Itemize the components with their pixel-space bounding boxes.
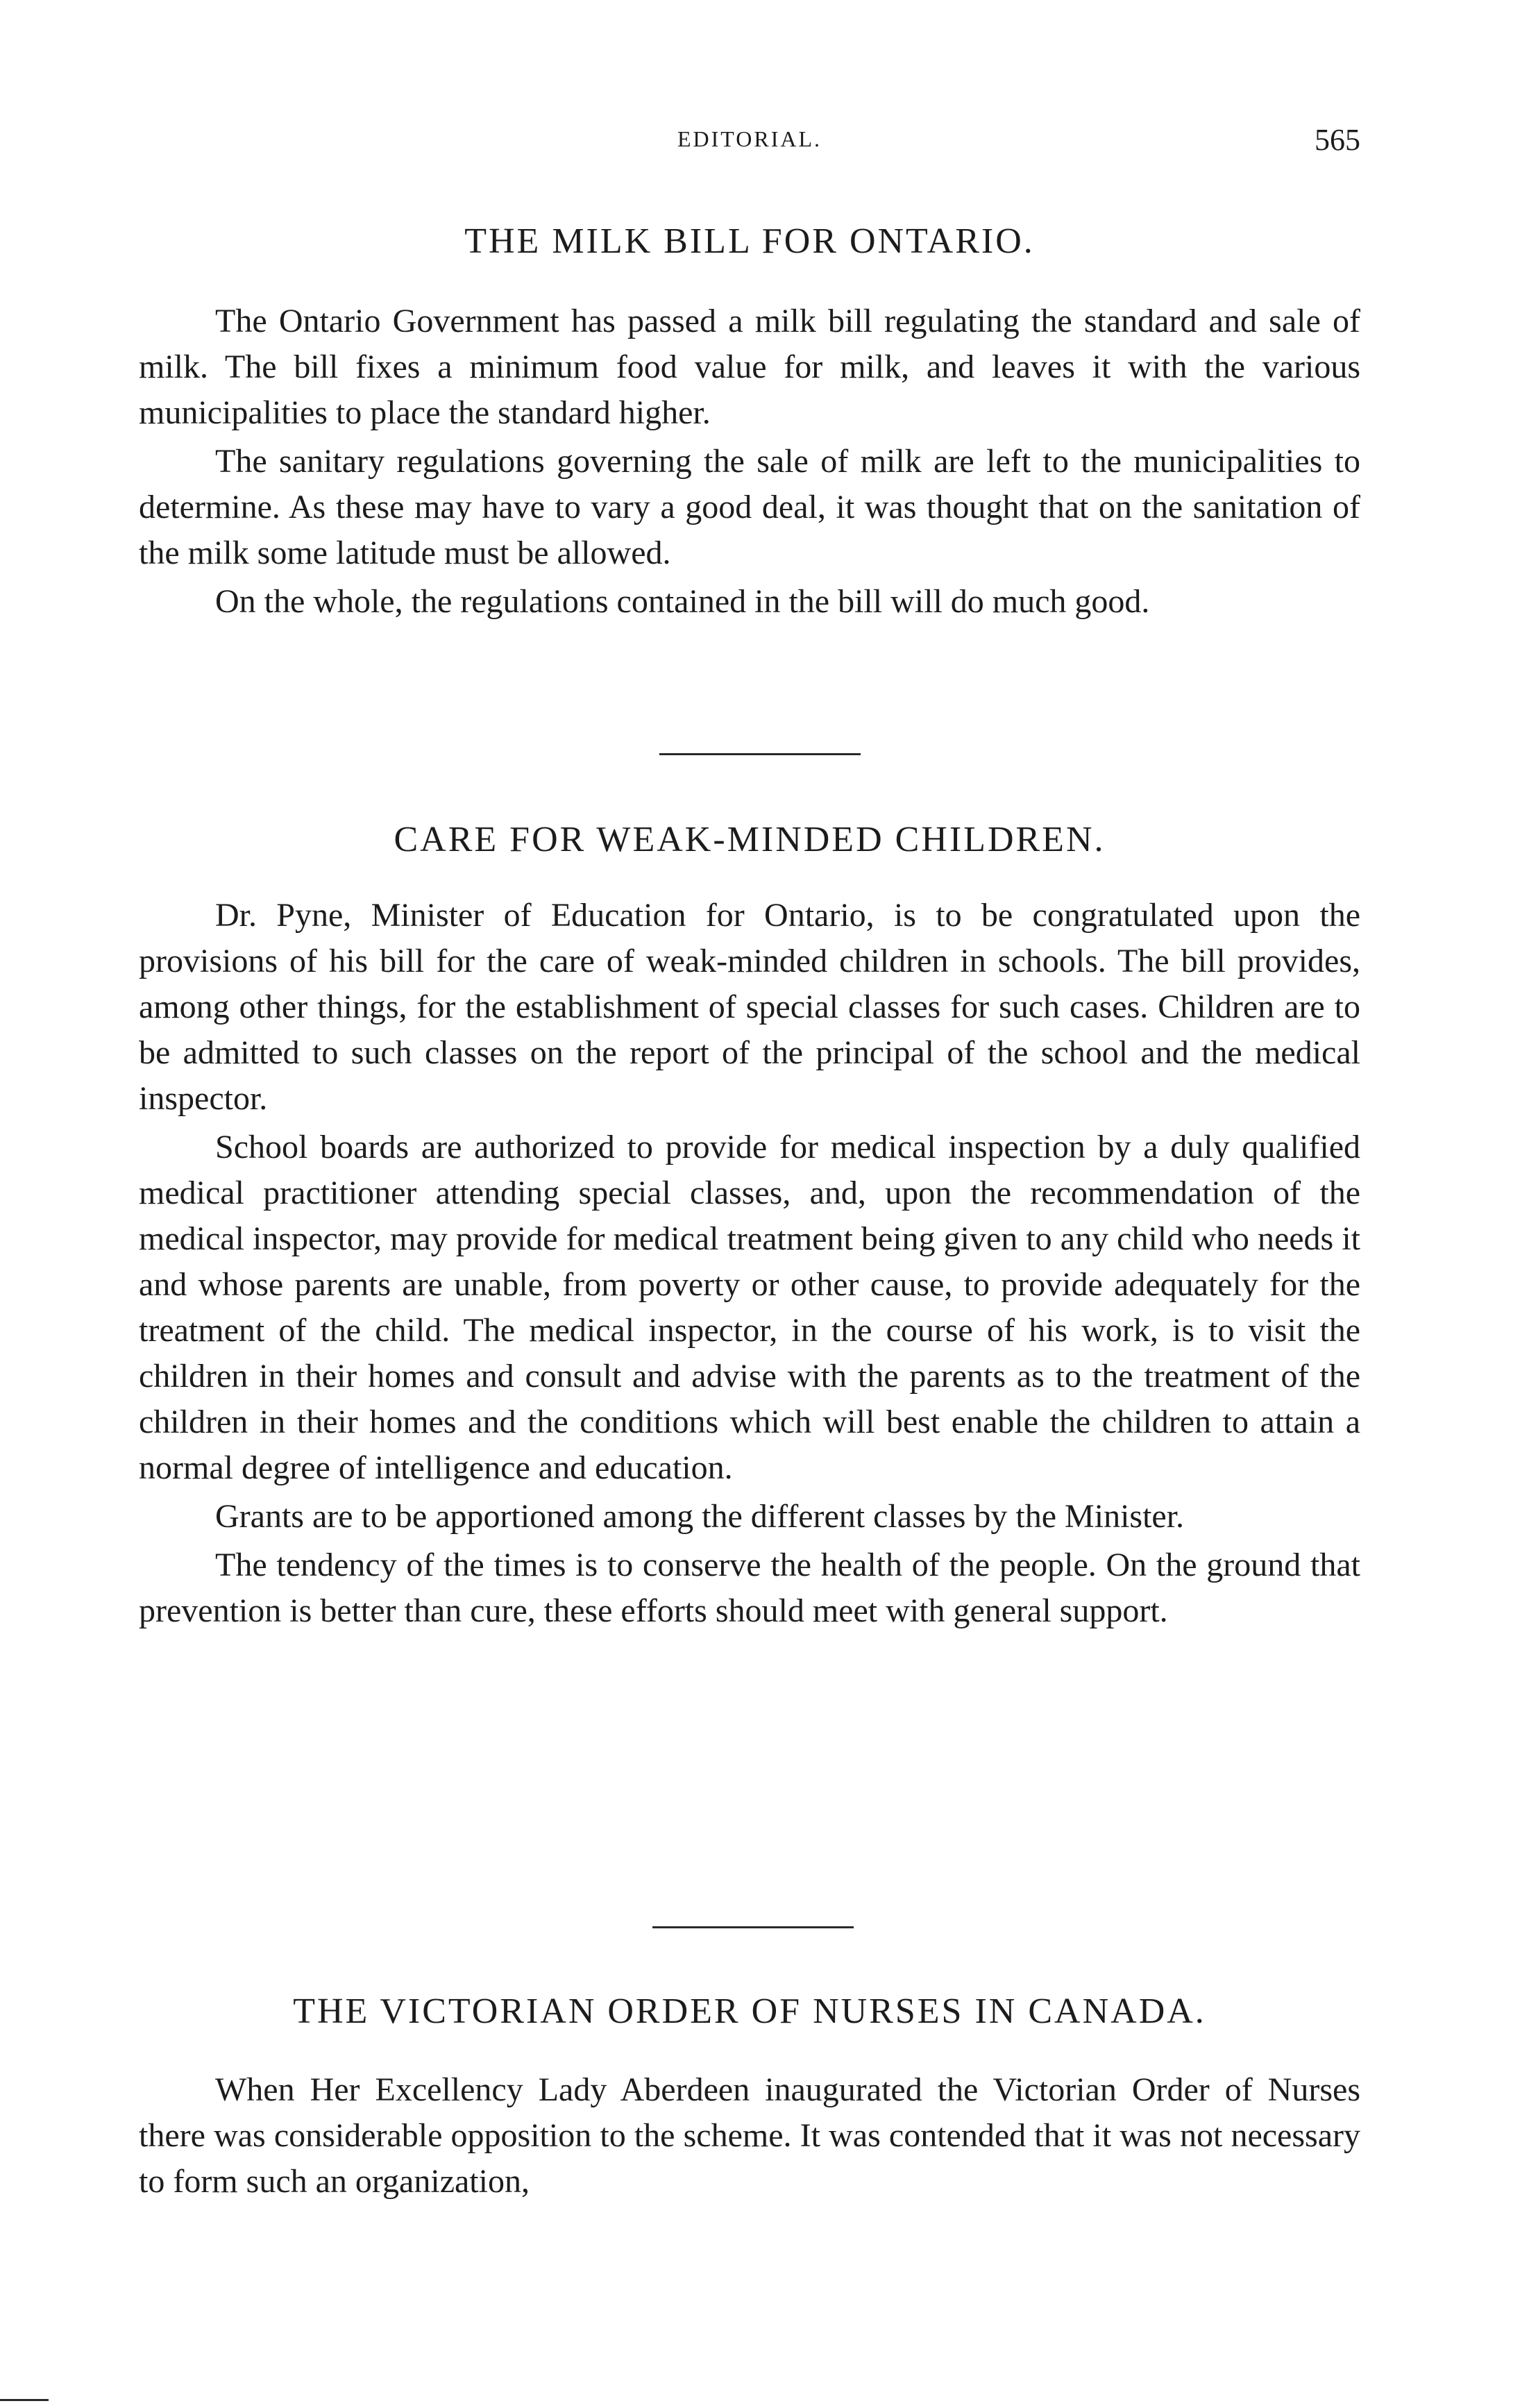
section-victorian-order: [139, 1991, 1360, 2032]
section-heading: THE MILK BILL FOR ONTARIO.: [464, 221, 1035, 261]
section-divider: [652, 1926, 854, 1928]
paragraph: The sanitary regulations governing the sale of milk are left to the municipalities to determine. As these may have to vary a good deal, it was thought that on the sanitation of the milk some latitude must be allowed.: [139, 443, 1360, 571]
section-divider: [659, 753, 861, 755]
paragraph: The tendency of the times is to conserve the health of the people. On the ground that prevention is better than cure, these efforts should meet with general support.: [139, 1547, 1360, 1629]
edge-mark: [0, 2399, 49, 2401]
paragraph: School boards are authorized to provide for medical inspection by a duly qualified medical practitioner attending special classes, and, upon the recommendation of the medical inspector, may provide for medical treatment being given to any child who needs it and whose parents are unable, from poverty or other cause, to provide adequately for the treatment of the child. The medical inspector, in the course of his work, is to visit the children in their homes and consult and advise with the parents as to the treatment of the children in their homes and the conditions which will best enable the children to attain a normal degree of intelligence and education.: [139, 1129, 1360, 1486]
section-heading: CARE FOR WEAK-MINDED CHILDREN.: [394, 820, 1106, 859]
paragraph: On the whole, the regulations contained in the bill will do much good.: [215, 583, 1150, 620]
paragraph: Dr. Pyne, Minister of Education for Ontario, is to be congratulated upon the provisions of his bill for the care of weak-minded children in schools. The bill provides, among other things, for the establishment of special classes for such cases. Children are to be admitted to such classes on the report of the principal of the school and the medical inspector.: [139, 897, 1360, 1117]
page-number: 565: [1315, 123, 1360, 157]
paragraph: When Her Excellency Lady Aberdeen inaugurated the Victorian Order of Nurses there was considerable opposition to the scheme. It was contended that it was not necessary to form such an organization,: [139, 2071, 1360, 2200]
section-milk-bill: [139, 221, 1360, 262]
running-head: [139, 123, 1360, 168]
running-title: EDITORIAL.: [677, 126, 822, 151]
section-heading: THE VICTORIAN ORDER OF NURSES IN CANADA.: [293, 1992, 1206, 2031]
paragraph: The Ontario Government has passed a milk bill regulating the standard and sale of milk. The bill fixes a minimum food value for milk, and leaves it with the various municipalities to place the standard higher.: [139, 303, 1360, 431]
section-weak-minded: [139, 819, 1360, 860]
section-victorian-order-body: [139, 2067, 1360, 2205]
paragraph: Grants are to be apportioned among the different classes by the Minister.: [215, 1498, 1185, 1535]
section-weak-minded-body: [139, 893, 1360, 1634]
section-milk-bill-body: [139, 298, 1360, 625]
